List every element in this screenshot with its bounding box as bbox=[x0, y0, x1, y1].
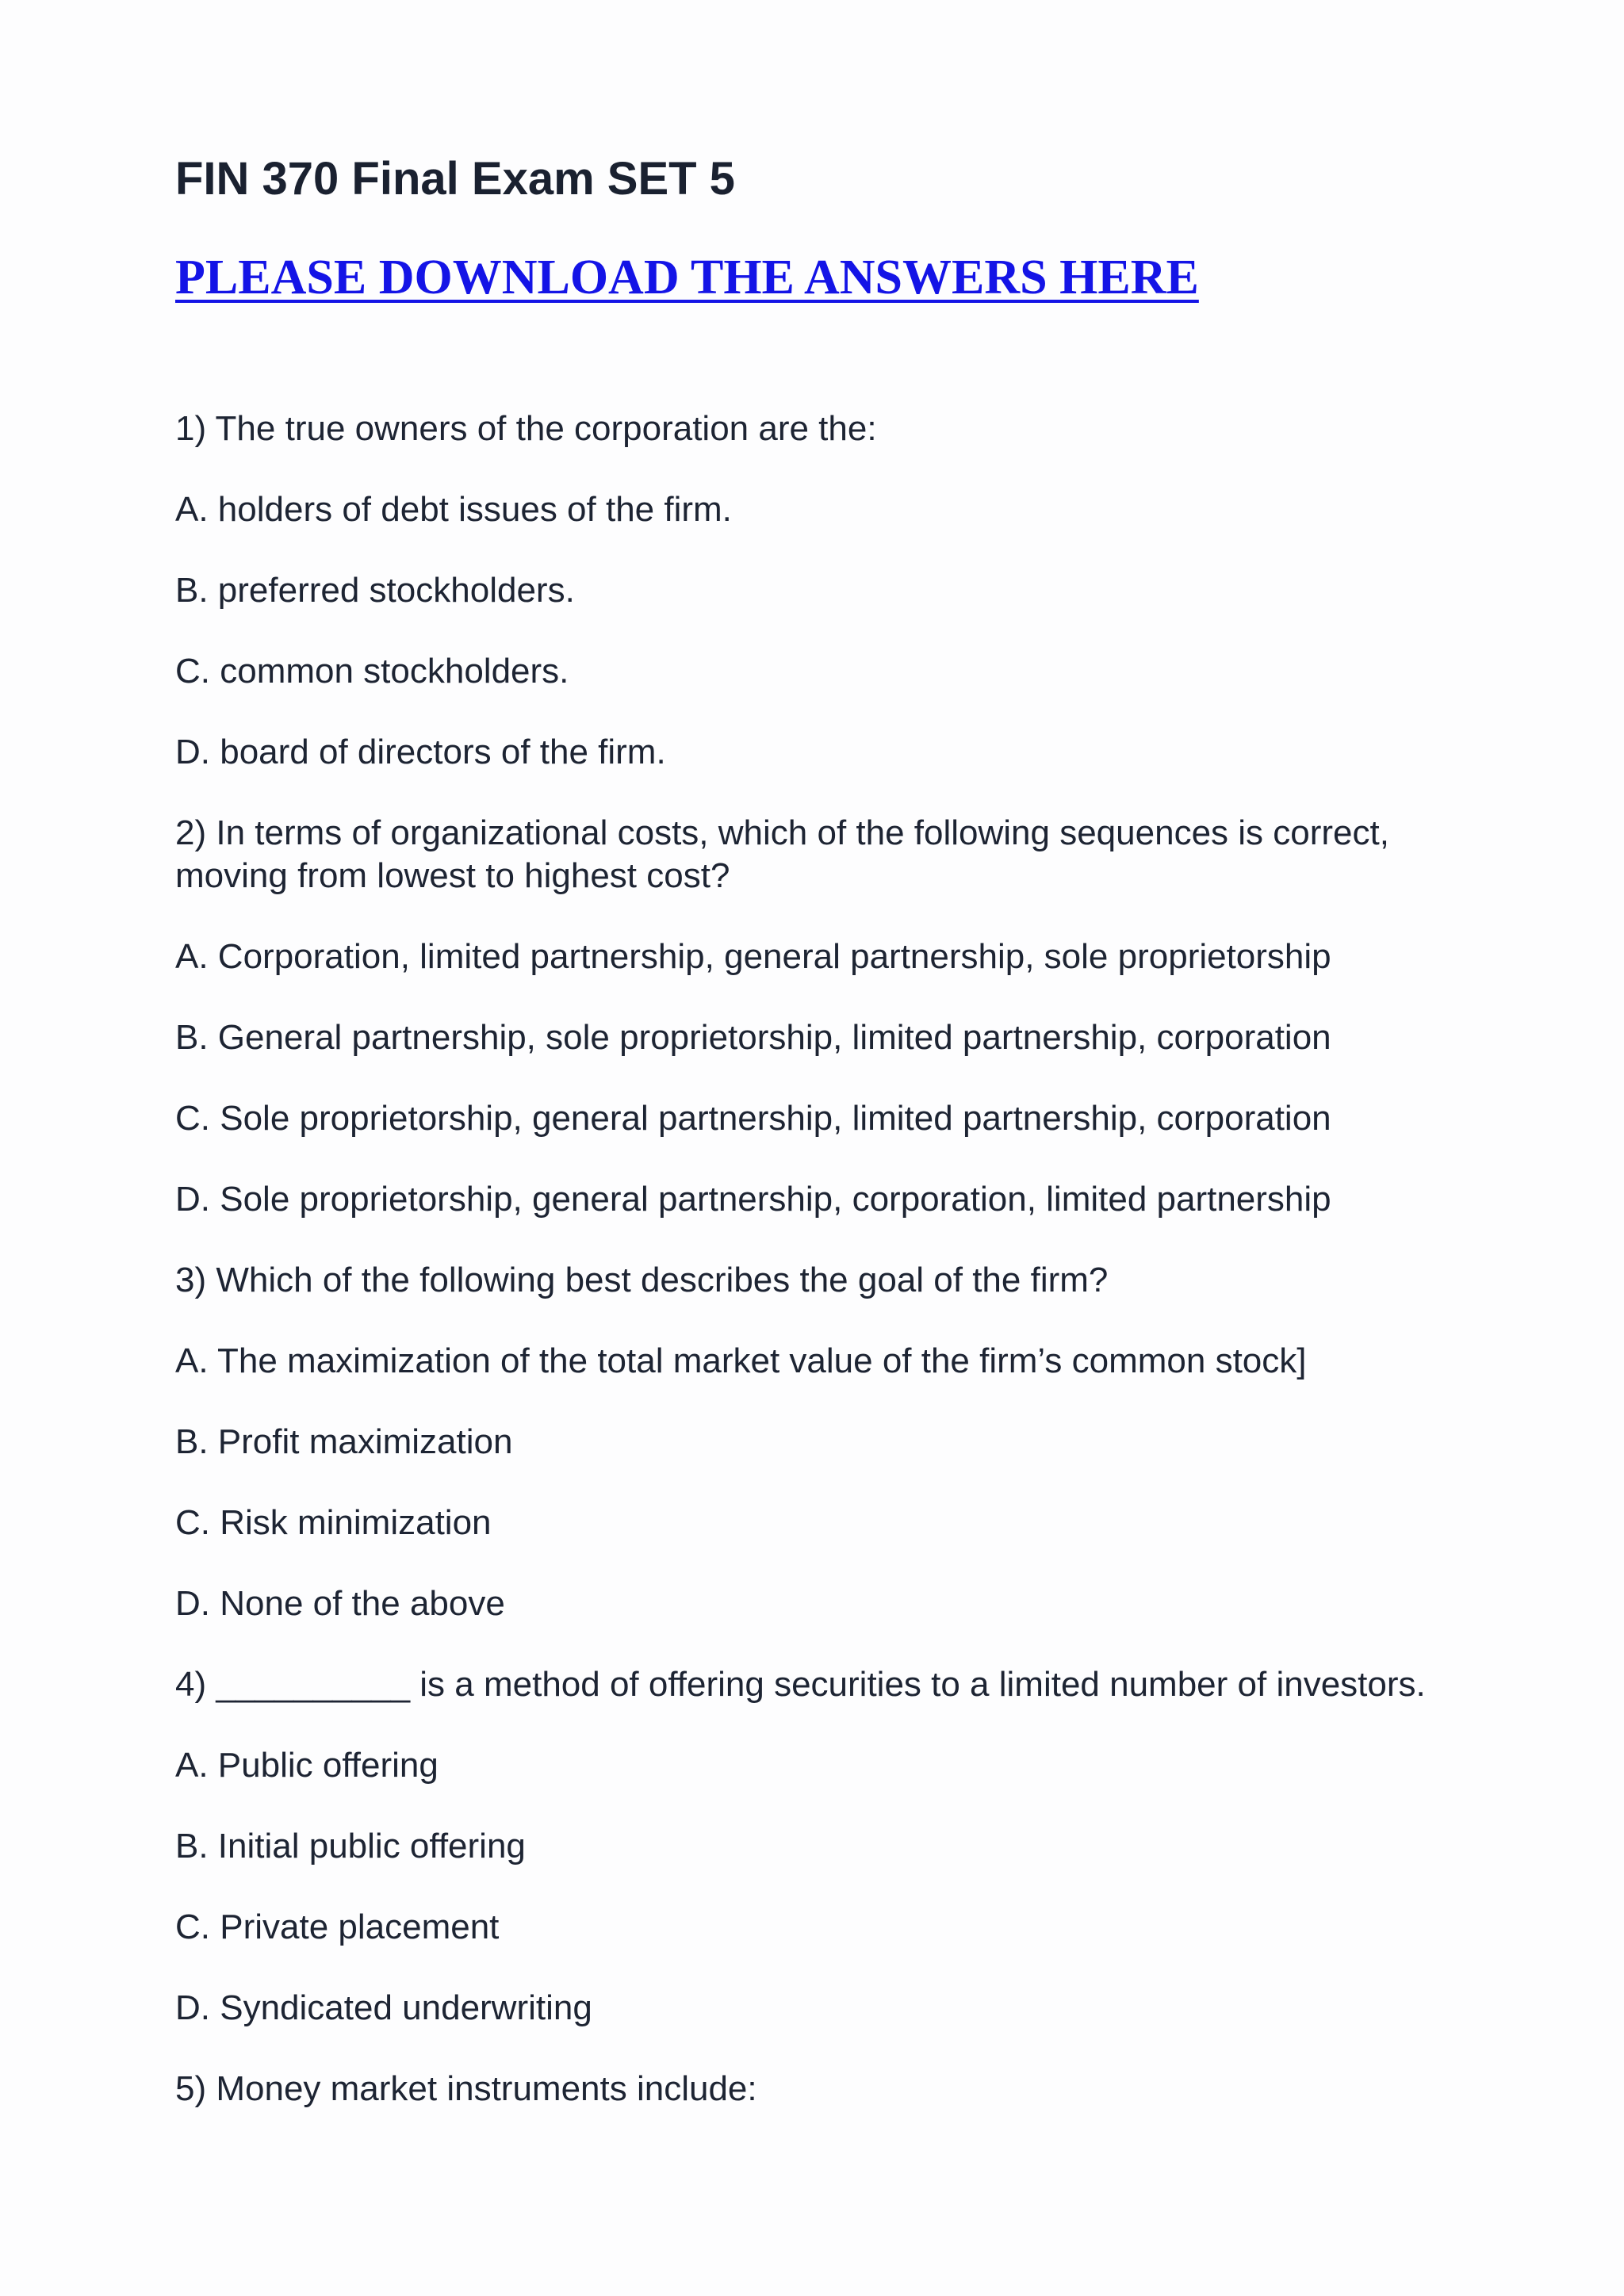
question-1-option-c: C. common stockholders. bbox=[175, 652, 569, 691]
question-1-option-d: D. board of directors of the firm. bbox=[175, 733, 666, 771]
question-2-option-c: C. Sole proprietorship, general partnership, limited partnership, corporation bbox=[175, 1099, 1331, 1138]
question-2-option-d: D. Sole proprietorship, general partnership, corporation, limited partnership bbox=[175, 1180, 1331, 1219]
document-title: FIN 370 Final Exam SET 5 bbox=[175, 153, 735, 205]
question-3-option-b: B. Profit maximization bbox=[175, 1422, 513, 1461]
question-2-option-a: A. Corporation, limited partnership, general partnership, sole proprietorship bbox=[175, 937, 1331, 976]
question-3-option-a: A. The maximization of the total market value of the firm’s common stock] bbox=[175, 1341, 1307, 1380]
question-1-text: 1) The true owners of the corporation are the: bbox=[175, 409, 877, 448]
question-4-option-b: B. Initial public offering bbox=[175, 1827, 526, 1866]
question-1-option-b: B. preferred stockholders. bbox=[175, 571, 575, 610]
download-answers-link[interactable]: PLEASE DOWNLOAD THE ANSWERS HERE bbox=[175, 251, 1199, 304]
question-1-option-a: A. holders of debt issues of the firm. bbox=[175, 490, 732, 529]
question-5-text: 5) Money market instruments include: bbox=[175, 2069, 757, 2108]
question-4-text: 4) __________ is a method of offering securities to a limited number of investors. bbox=[175, 1665, 1426, 1704]
question-3-text: 3) Which of the following best describes the goal of the firm? bbox=[175, 1261, 1109, 1299]
question-4-option-d: D. Syndicated underwriting bbox=[175, 1988, 592, 2027]
question-3-option-d: D. None of the above bbox=[175, 1584, 505, 1623]
question-4-option-c: C. Private placement bbox=[175, 1908, 500, 1946]
question-2-text: 2) In terms of organizational costs, which of the following sequences is correct, moving from lowest to highest cost? bbox=[175, 813, 1389, 895]
question-4-option-a: A. Public offering bbox=[175, 1746, 439, 1785]
question-2-option-b: B. General partnership, sole proprietorship, limited partnership, corporation bbox=[175, 1018, 1331, 1057]
question-3-option-c: C. Risk minimization bbox=[175, 1503, 492, 1542]
